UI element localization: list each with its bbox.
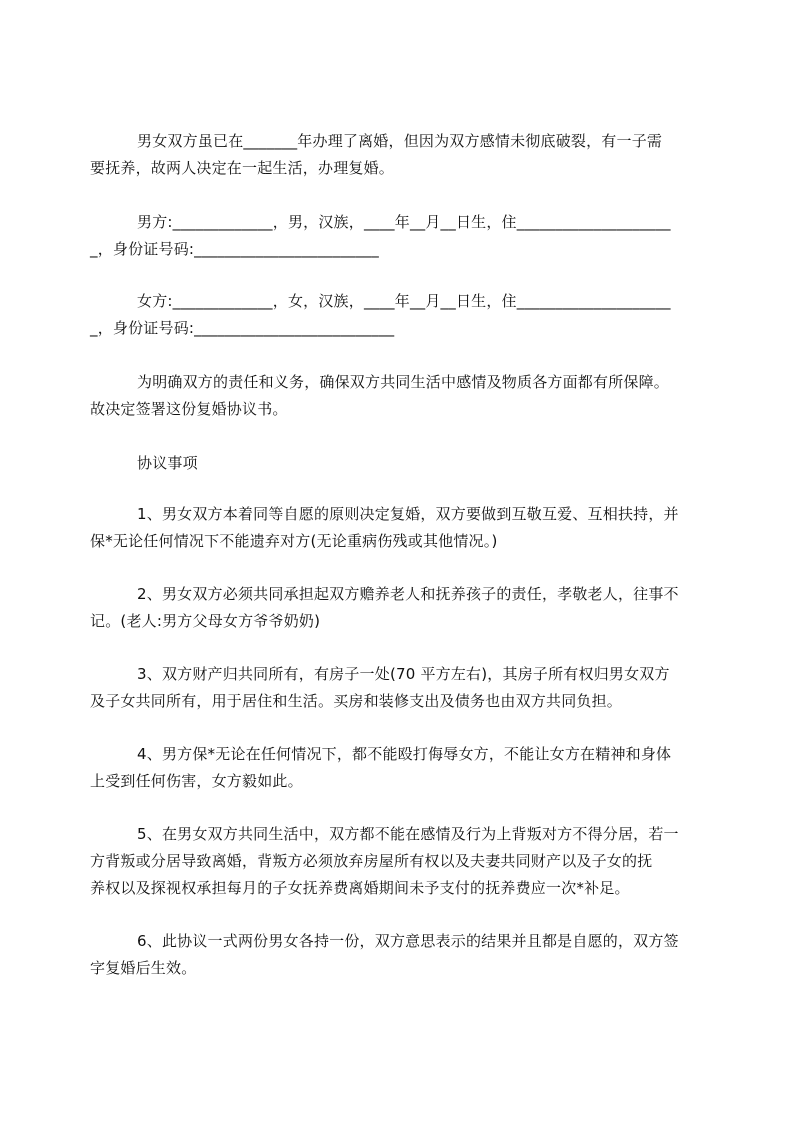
item-4-line-2: 上受到任何伤害，女方毅如此。 [90, 772, 303, 790]
item-2-line-1: 2、男女双方必须共同承担起双方赡养老人和抚养孩子的责任，孝敬老人，往事不 [137, 585, 679, 603]
intro-line-2: 要抚养，故两人决定在一起生活，办理复婚。 [90, 159, 395, 177]
item-2-line-2: 记。(老人:男方父母女方爷爷奶奶) [90, 612, 321, 630]
item-6-line-2: 字复婚后生效。 [90, 959, 197, 977]
item-6-line-1: 6、此协议一式两份男女各持一份，双方意思表示的结果并且都是自愿的，双方签 [137, 932, 679, 950]
section-heading: 协议事项 [137, 454, 198, 472]
purpose-line-2: 故决定签署这份复婚协议书。 [90, 400, 288, 418]
item-5-line-1: 5、在男女双方共同生活中，双方都不能在感情及行为上背叛对方不得分居，若一 [137, 825, 679, 843]
item-3-line-2: 及子女共同所有，用于居住和生活。买房和装修支出及债务也由双方共同负担。 [90, 692, 623, 710]
item-3-line-1: 3、双方财产归共同所有，有房子一处(70 平方左右)，其房子所有权归男女双方 [137, 665, 670, 683]
item-1-line-1: 1、男女双方本着同等自愿的原则决定复婚，双方要做到互敬互爱、互相扶持，并 [137, 505, 679, 523]
male-info-line-2: _，身份证号码:________________________ [90, 240, 379, 258]
item-1-line-2: 保*无论任何情况下不能遗弃对方(无论重病伤残或其他情况。) [90, 532, 498, 550]
female-info-line-1: 女方:_____________，女，汉族，____年__月__日生，住____________________ [137, 292, 671, 310]
intro-line-1: 男女双方虽已在_______年办理了离婚，但因为双方感情未彻底破裂，有一子需 [137, 132, 663, 150]
male-info-line-1: 男方:_____________，男，汉族，____年__月__日生，住____________________ [137, 213, 671, 231]
item-4-line-1: 4、男方保*无论在任何情况下，都不能殴打侮辱女方，不能让女方在精神和身体 [137, 745, 672, 763]
female-info-line-2: _，身份证号码:__________________________ [90, 319, 395, 337]
item-5-line-2: 方背叛或分居导致离婚，背叛方必须放弃房屋所有权以及夫妻共同财产以及子女的抚 [90, 852, 653, 870]
item-5-line-3: 养权以及探视权承担每月的子女抚养费离婚期间未予支付的抚养费应一次*补足。 [90, 879, 630, 897]
purpose-line-1: 为明确双方的责任和义务，确保双方共同生活中感情及物质各方面都有所保障。 [137, 373, 670, 391]
